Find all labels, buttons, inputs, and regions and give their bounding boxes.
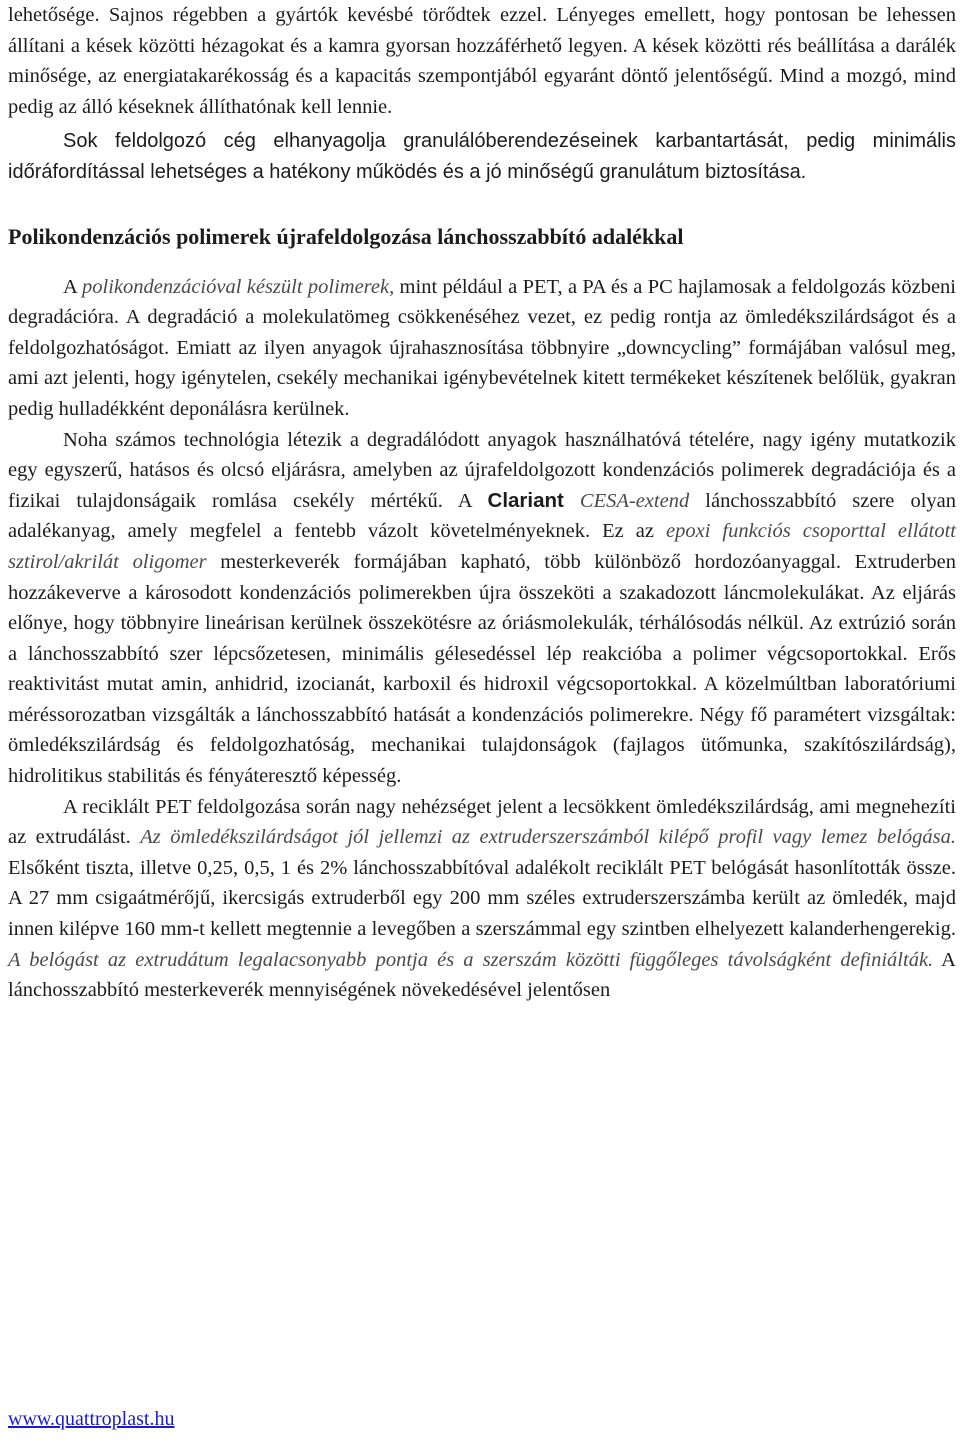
paragraph-recycled-pet xyxy=(8,792,956,1006)
paragraph-text: lehetősége. Sajnos régebben a gyártók kevésbé törődtek ezzel. Lényeges emellett, hogy pontosan be lehessen állítani a kések közötti hézagokat és a kamra gyorsan hozzáférhető legyen. A kések közötti rés beállítása a darálék minősége, az energiatakarékosság és a kapacitás szempontjából egyaránt döntő jelentőségű. Mind a mozgó, mind pedig az álló késeknek állíthatónak kell lennie. xyxy=(8,4,956,118)
paragraph-text: Sok feldolgozó cég elhanyagolja granulálóberendezéseinek karbantartását, pedig minimális időráfordítással lehetséges a hatékony működés és a jó minőségű granulátum biztosítása. xyxy=(8,130,956,183)
text-run: Elsőként tiszta, illetve 0,25, 0,5, 1 és 2% lánchosszabbítóval adalékolt reciklált PET belógását hasonlították össze. A 27 mm csigaátmérőjű, ikercsigás extruderből egy 200 mm széles extruderszerszámba került az ömledék, majd innen kilépve 160 mm-t kellett megtennie a levegőben a szerszámmal egy szintben elhelyezett kalanderhengerekig. xyxy=(8,856,956,941)
italic-term: epoxi funkciós csoporttal ellátott sztirol/akrilát oligomer xyxy=(8,520,956,573)
footer-website-link[interactable]: www.quattroplast.hu xyxy=(8,1408,175,1430)
text-run: lánchosszabbító szere olyan adalékanyag, amely megfelel a fentebb vázolt követelményeknek. Ez az xyxy=(8,489,956,543)
text-run: mesterkeverék formájában kapható, több különböző hordozóanyaggal. Extruderben hozzákeverve a károsodott kondenzációs polimerekben újra összeköti a szakadozott láncmolekulákat. Az eljárás előnye, hogy többnyire lineárisan kerülnek összekötésre az óriásmolekulák, térhálósodás nélkül. Az extrúzió során a lánchosszabbító szer lépcsőzetesen, minimális gélesedéssel lép reakcióba a polimer végcsoportokkal. Erős reaktivitást mutat amin, anhidrid, izocianát, karboxil és hidroxil végcsoportokkal. A közelmúltban laboratóriumi méréssorozatban vizsgálták a lánchosszabbító hatását a kondenzációs polimerekre. Négy fő paramétert vizsgáltak: ömledékszilárdság és feldolgozhatóság, mechanikai tulajdonságok (fajlagos ütőmunka, szakítószilárdság), hidrolitikus stabilitás és fényáteresztő képesség. xyxy=(8,550,956,788)
italic-definition: Az ömledékszilárdságot jól jellemzi az extruderszerszámból kilépő profil vagy lemez belógása. xyxy=(140,826,956,849)
paragraph-granulator-maintenance xyxy=(8,0,956,122)
text-run: A lánchosszabbító mesterkeverék mennyiségének növekedésével jelentősen xyxy=(8,948,956,1002)
paragraph-chain-extender xyxy=(8,425,956,792)
text-run: mint például a PET, a PA és a PC hajlamosak a feldolgozás közbeni degradációra. A degradáció a molekulatömeg csökkenéséhez vezet, ez pedig rontja az ömledékszilárdságot és a feldolgozhatóságot. Emiatt az ilyen anyagok újrahasznosítása többnyire „downcycling” formájában valósul meg, ami azt jelenti, hogy igénytelen, csekély mechanikai igénybevételnek kitett termékeket készítenek belőlük, gyakran pedig hulladékként deponálásra kerülnek. xyxy=(8,275,956,420)
text-run: A reciklált PET feldolgozása során nagy nehézséget jelent a lecsökkent ömledékszilárdság, ami megnehezíti az extrudálást. xyxy=(8,795,956,849)
section-heading: Polikondenzációs polimerek újrafeldolgozása lánchosszabbító adalékkal xyxy=(8,223,684,249)
paragraph-polycondensation-intro xyxy=(8,272,956,425)
paragraph-maintenance-note xyxy=(8,126,956,187)
product-name: CESA-extend xyxy=(563,489,690,512)
text-run: Noha számos technológia létezik a degradálódott anyagok használhatóvá tételére, nagy igény mutatkozik egy egyszerű, hatásos és olcsó eljárásra, amelyben az újrafeldolgozott kondenzációs polimerek degradációja és a fizikai tulajdonságaik romlása csekély mértékű. A xyxy=(8,428,956,512)
italic-definition: A belógást az extrudátum legalacsonyabb pontja és a szerszám közötti függőleges távolságként definiálták. xyxy=(8,948,934,971)
text-run: A xyxy=(63,275,83,298)
document-page xyxy=(8,0,956,1006)
brand-name: Clariant xyxy=(487,488,564,512)
italic-term: polikondenzációval készült polimerek, xyxy=(82,275,395,298)
